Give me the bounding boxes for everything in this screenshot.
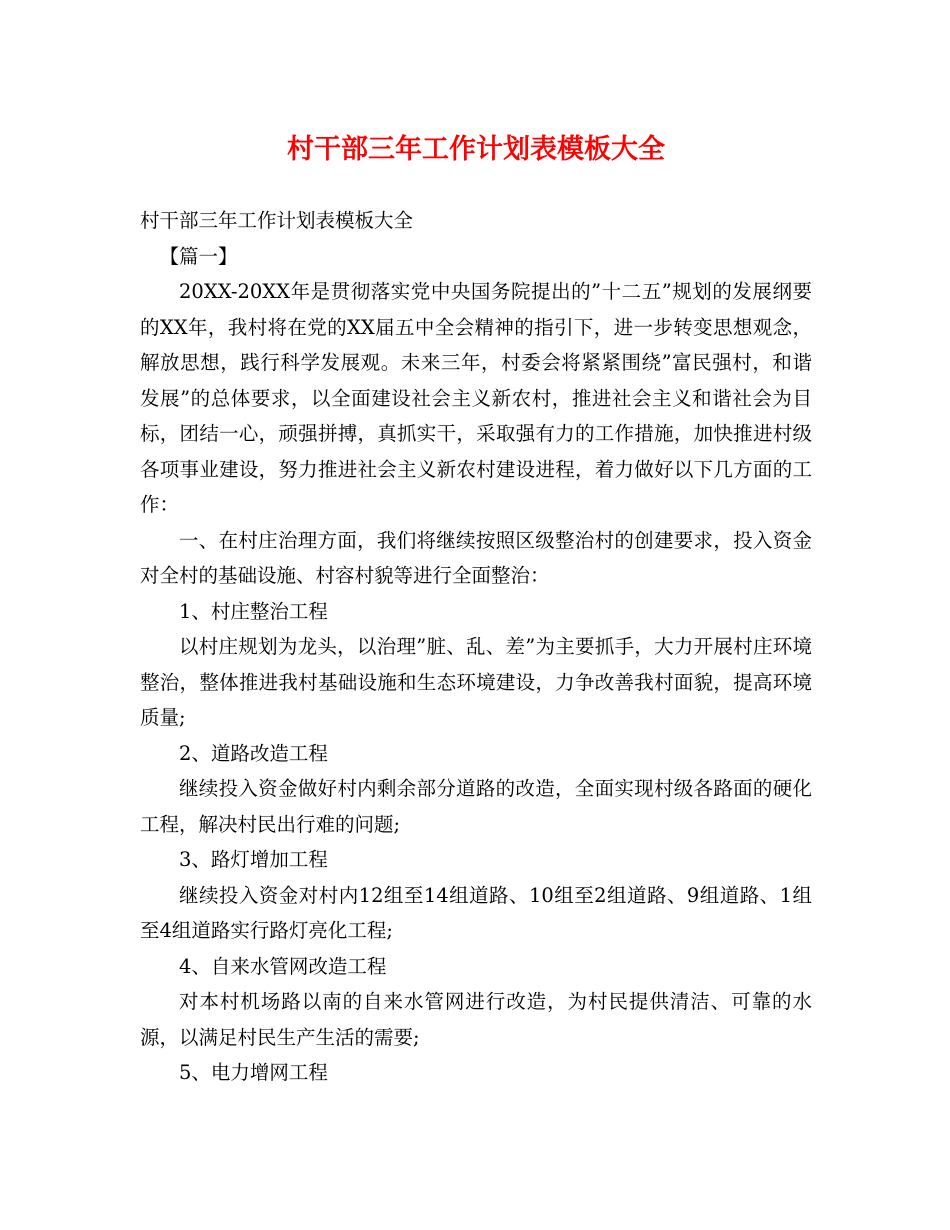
paragraph: 村干部三年工作计划表模板大全 bbox=[140, 209, 414, 232]
subheading: 5、电力增网工程 bbox=[179, 1061, 328, 1084]
subheading: 4、自来水管网改造工程 bbox=[179, 954, 387, 978]
paragraph: 一、在村庄治理方面，我们将继续按照区级整治村的创建要求，投入资金对全村的基础设施、村容村貌等进行全面整治： bbox=[140, 528, 812, 587]
document-title: 村干部三年工作计划表模板大全 bbox=[287, 134, 665, 165]
paragraph: 以村庄规划为龙头，以治理”脏、乱、差”为主要抓手，大力开展村庄环境整治，整体推进我村基础设施和生态环境建设，力争改善我村面貌，提高环境质量; bbox=[140, 635, 812, 729]
paragraph: 对本村机场路以南的自来水管网进行改造，为村民提供清洁、可靠的水源，以满足村民生产生活的需要; bbox=[140, 990, 812, 1049]
paragraph: 20XX-20XX年是贯彻落实党中央国务院提出的”十二五”规划的发展纲要的XX年，我村将在党的XX届五中全会精神的指引下，进一步转变思想观念，解放思想，践行科学发展观。未来三年，村委会将紧紧围绕”富民强村，和谐发展”的总体要求，以全面建设社会主义新农村，推进社会主义和谐社会为目标，团结一心，顽强拼搏，真抓实干，采取强有力的工作措施，加快推进村级各项事业建设，努力推进社会主义新农村建设进程，着力做好以下几方面的工作： bbox=[140, 280, 812, 516]
paragraph: 继续投入资金对村内12组至14组道路、10组至2组道路、9组道路、1组至4组道路实行路灯亮化工程; bbox=[140, 883, 812, 942]
subheading: 2、道路改造工程 bbox=[179, 741, 328, 765]
section-heading: 【篇一】 bbox=[159, 244, 238, 268]
document-body bbox=[140, 203, 812, 1091]
paragraph: 继续投入资金做好村内剩余部分道路的改造，全面实现村级各路面的硬化工程，解决村民出行难的问题; bbox=[140, 777, 812, 836]
subheading: 3、路灯增加工程 bbox=[179, 848, 328, 871]
subheading: 1、村庄整治工程 bbox=[179, 599, 328, 623]
